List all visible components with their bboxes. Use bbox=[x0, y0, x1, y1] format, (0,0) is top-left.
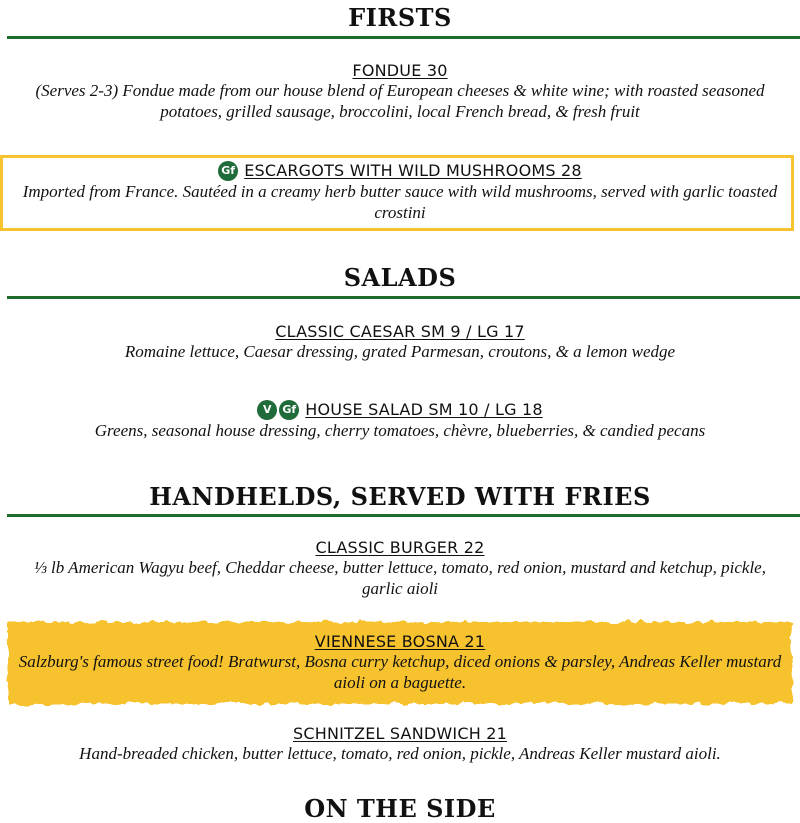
item-description: Imported from France. Sautéed in a creamy herb butter sauce with wild mushrooms, served with garlic toasted crostini bbox=[22, 182, 778, 222]
item-description: Hand-breaded chicken, butter lettuce, tomato, red onion, pickle, Andreas Keller mustard aioli. bbox=[79, 744, 721, 763]
menu-item-schnitzel-sandwich bbox=[0, 724, 800, 764]
gluten-free-badge-icon: Gf bbox=[218, 161, 238, 181]
item-description: (Serves 2-3) Fondue made from our house blend of European cheeses & white wine; with roasted seasoned potatoes, grilled sausage, broccolini, local French bread, & fresh fruit bbox=[35, 81, 765, 121]
menu-item-viennese-bosna bbox=[0, 632, 800, 693]
item-name: VIENNESE BOSNA 21 bbox=[314, 632, 486, 651]
item-name: CLASSIC BURGER 22 bbox=[315, 538, 485, 557]
item-description: Greens, seasonal house dressing, cherry tomatoes, chèvre, blueberries, & candied pecans bbox=[94, 421, 706, 440]
section-salads bbox=[0, 263, 800, 292]
vegetarian-badge-icon: V bbox=[257, 400, 277, 420]
menu-item-fondue bbox=[0, 61, 800, 122]
section-handhelds bbox=[0, 482, 800, 511]
section-divider bbox=[7, 514, 800, 517]
section-title-on-the-side: ON THE SIDE bbox=[304, 794, 496, 823]
item-name: HOUSE SALAD SM 10 / LG 18 bbox=[305, 400, 543, 419]
section-divider bbox=[7, 296, 800, 299]
menu-item-escargots bbox=[0, 161, 800, 223]
section-divider bbox=[7, 36, 800, 39]
section-title-firsts: FIRSTS bbox=[348, 3, 452, 32]
item-name: SCHNITZEL SANDWICH 21 bbox=[293, 724, 507, 743]
item-name: CLASSIC CAESAR SM 9 / LG 17 bbox=[275, 322, 525, 341]
section-title-salads: SALADS bbox=[343, 263, 457, 292]
item-name: FONDUE 30 bbox=[352, 61, 448, 80]
section-firsts bbox=[0, 3, 800, 32]
menu-item-classic-caesar bbox=[0, 322, 800, 362]
menu-item-classic-burger bbox=[0, 538, 800, 599]
menu-item-house-salad bbox=[0, 400, 800, 441]
item-description: Romaine lettuce, Caesar dressing, grated Parmesan, croutons, & a lemon wedge bbox=[124, 342, 676, 361]
gluten-free-badge-icon: Gf bbox=[279, 400, 299, 420]
item-name: ESCARGOTS WITH WILD MUSHROOMS 28 bbox=[244, 161, 582, 180]
section-on-the-side bbox=[0, 794, 800, 823]
item-description: ⅓ lb American Wagyu beef, Cheddar cheese, butter lettuce, tomato, red onion, mustard and ketchup, pickle, garlic aioli bbox=[34, 558, 766, 598]
item-description: Salzburg's famous street food! Bratwurst, Bosna curry ketchup, diced onions & parsley, Andreas Keller mustard aioli on a baguette. bbox=[18, 652, 782, 692]
section-title-handhelds: HANDHELDS, SERVED WITH FRIES bbox=[149, 482, 651, 511]
